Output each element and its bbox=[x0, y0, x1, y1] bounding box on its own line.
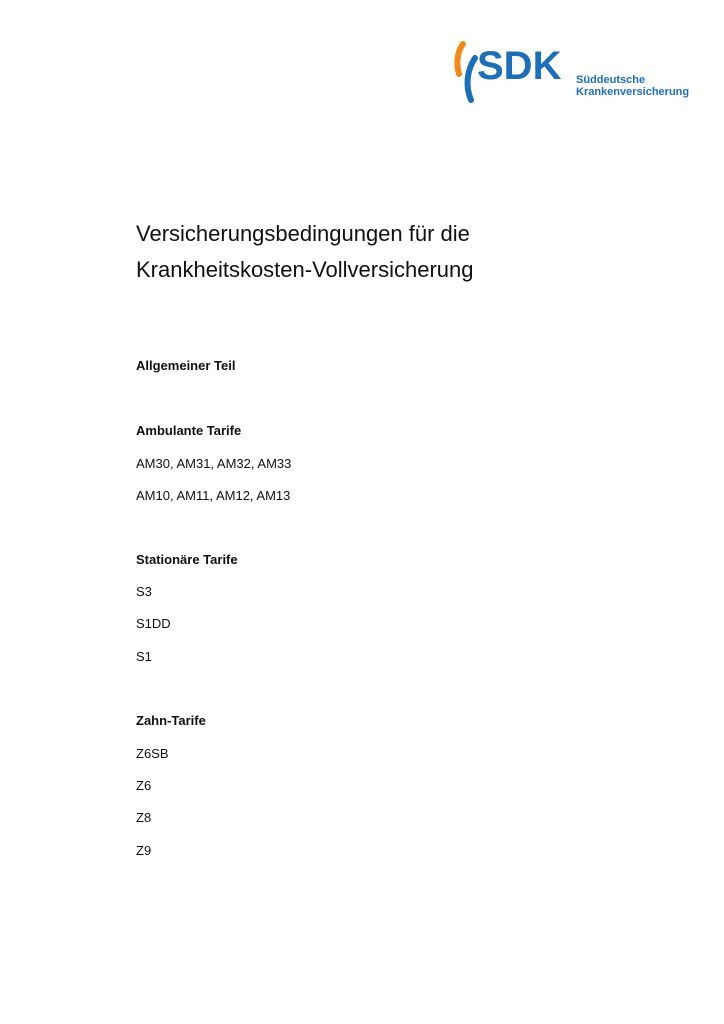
logo-subtitle bbox=[576, 74, 689, 98]
stationaer-item: S1 bbox=[136, 649, 152, 664]
zahn-item: Z8 bbox=[136, 810, 152, 825]
title-line-2: Krankheitskosten-Vollversicherung bbox=[136, 257, 474, 282]
zahn-heading: Zahn-Tarife bbox=[136, 713, 206, 728]
stationaer-item: S3 bbox=[136, 584, 152, 599]
ambulant-item: AM10, AM11, AM12, AM13 bbox=[136, 488, 291, 503]
logo-subtitle-line1: Süddeutsche bbox=[576, 74, 646, 86]
ambulant-item: AM30, AM31, AM32, AM33 bbox=[136, 456, 292, 471]
zahn-item: Z6SB bbox=[136, 746, 169, 761]
zahn-item: Z9 bbox=[136, 843, 152, 858]
logo-wordmark: SDK bbox=[477, 44, 562, 88]
stationaer-heading: Stationäre Tarife bbox=[136, 552, 238, 567]
logo-subtitle-line2: Krankenversicherung bbox=[576, 86, 690, 98]
ambulant-heading: Ambulante Tarife bbox=[136, 423, 242, 438]
zahn-item: Z6 bbox=[136, 778, 152, 793]
document-title bbox=[136, 216, 474, 288]
general-heading: Allgemeiner Teil bbox=[136, 358, 236, 373]
sdk-logo bbox=[453, 40, 703, 106]
title-line-1: Versicherungsbedingungen für die bbox=[136, 221, 470, 246]
stationaer-item: S1DD bbox=[136, 616, 171, 631]
